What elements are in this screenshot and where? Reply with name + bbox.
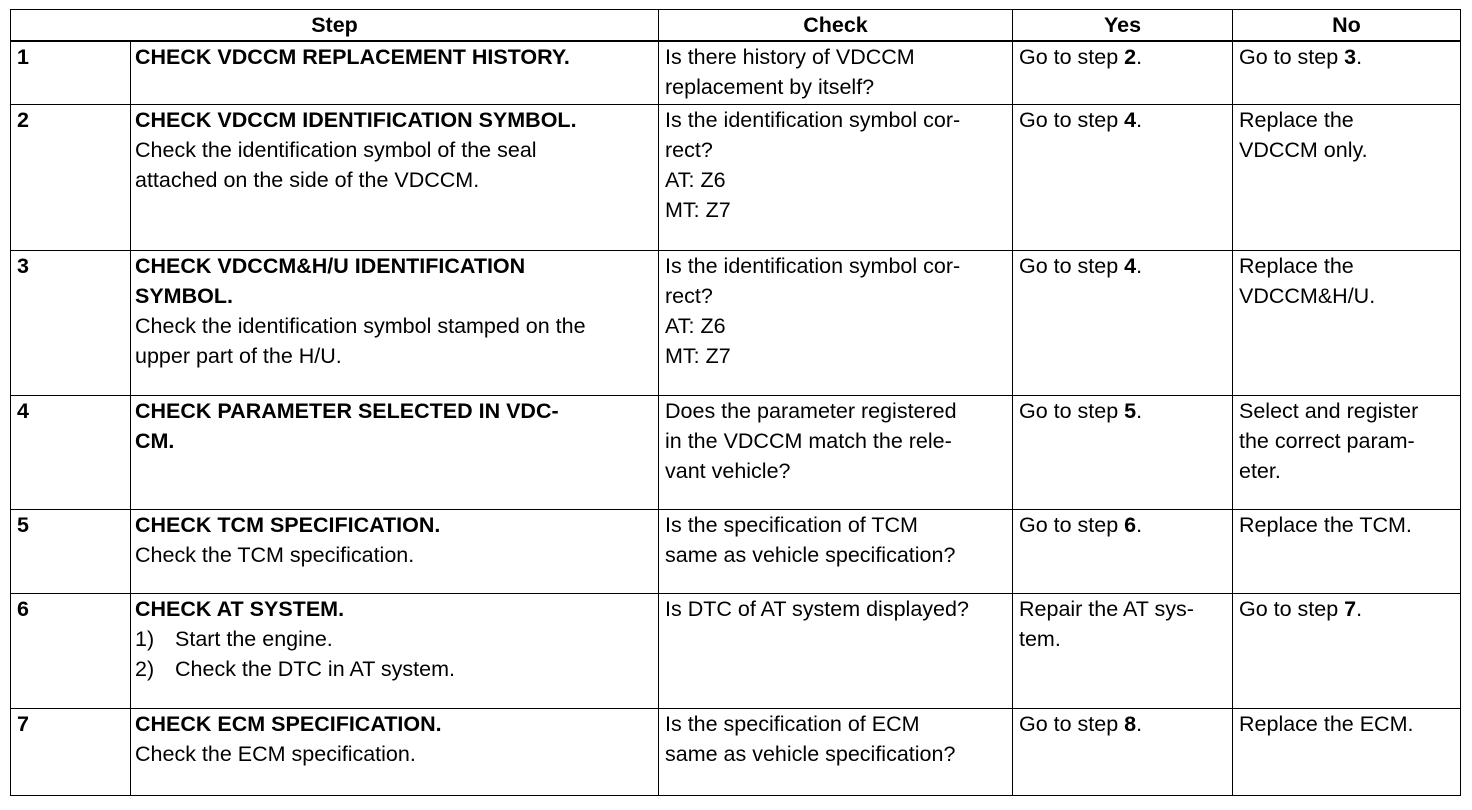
check-line: AT: Z6 bbox=[665, 313, 726, 338]
step-title: SYMBOL. bbox=[135, 283, 233, 308]
step-number: 1 bbox=[11, 41, 131, 104]
step-number: 6 bbox=[11, 593, 131, 708]
yes-cell bbox=[1013, 509, 1233, 593]
step-description bbox=[131, 593, 659, 708]
no-prefix: Go to step bbox=[1239, 596, 1345, 621]
no-cell bbox=[1233, 593, 1461, 708]
step-detail: Check the identification symbol stamped on the bbox=[135, 313, 586, 338]
step-description bbox=[131, 41, 659, 104]
check-line: vant vehicle? bbox=[665, 458, 791, 483]
no-line: VDCCM&H/U. bbox=[1239, 283, 1376, 308]
check-line: replacement by itself? bbox=[665, 75, 875, 99]
header-check: Check bbox=[659, 10, 1013, 42]
no-line: Replace the bbox=[1239, 253, 1354, 278]
no-line: Replace the bbox=[1239, 107, 1354, 132]
check-line: MT: Z7 bbox=[665, 197, 731, 222]
check-line: Is the identification symbol cor- bbox=[665, 107, 961, 132]
table-row bbox=[11, 104, 1461, 250]
no-cell bbox=[1233, 509, 1461, 593]
table-row bbox=[11, 593, 1461, 708]
step-number: 3 bbox=[11, 250, 131, 395]
no-cell bbox=[1233, 708, 1461, 795]
header-yes: Yes bbox=[1013, 10, 1233, 42]
yes-line: tem. bbox=[1019, 626, 1061, 651]
yes-cell bbox=[1013, 708, 1233, 795]
table-row bbox=[11, 250, 1461, 395]
no-line: Replace the TCM. bbox=[1239, 512, 1412, 537]
yes-step-number: 6 bbox=[1124, 512, 1137, 537]
yes-text bbox=[1019, 42, 1232, 72]
check-cell bbox=[659, 708, 1013, 795]
substep-item bbox=[135, 624, 658, 654]
step-description bbox=[131, 395, 659, 509]
substep-item bbox=[135, 654, 658, 684]
step-detail: Check the TCM specification. bbox=[135, 542, 415, 567]
substep-text: Check the DTC in AT system. bbox=[175, 656, 455, 681]
step-detail: upper part of the H/U. bbox=[135, 343, 342, 368]
yes-step-number: 4 bbox=[1124, 107, 1137, 132]
table-row bbox=[11, 395, 1461, 509]
yes-cell bbox=[1013, 250, 1233, 395]
yes-prefix: Go to step bbox=[1019, 253, 1125, 278]
no-cell bbox=[1233, 104, 1461, 250]
yes-step-number: 2 bbox=[1124, 45, 1137, 69]
substep-text: Start the engine. bbox=[175, 626, 333, 651]
check-line: rect? bbox=[665, 137, 713, 162]
step-description bbox=[131, 708, 659, 795]
check-cell bbox=[659, 104, 1013, 250]
step-detail: Check the identification symbol of the seal bbox=[135, 137, 537, 162]
check-cell bbox=[659, 395, 1013, 509]
check-line: MT: Z7 bbox=[665, 343, 731, 368]
yes-suffix: . bbox=[1136, 711, 1143, 736]
yes-prefix: Go to step bbox=[1019, 711, 1125, 736]
check-line: AT: Z6 bbox=[665, 167, 726, 192]
no-cell bbox=[1233, 250, 1461, 395]
step-title: CHECK VDCCM&H/U IDENTIFICATION bbox=[135, 253, 526, 278]
check-line: same as vehicle specification? bbox=[665, 741, 956, 766]
yes-text bbox=[1019, 709, 1232, 739]
step-title: CM. bbox=[135, 428, 175, 453]
no-prefix: Go to step bbox=[1239, 45, 1345, 69]
yes-cell bbox=[1013, 593, 1233, 708]
step-title: CHECK VDCCM IDENTIFICATION SYMBOL. bbox=[135, 107, 577, 132]
no-line: the correct param- bbox=[1239, 428, 1415, 453]
diagnostic-procedure-table bbox=[10, 9, 1461, 796]
table-body bbox=[11, 41, 1461, 795]
substep-number: 1) bbox=[135, 626, 155, 651]
check-line: Is the specification of ECM bbox=[665, 711, 920, 736]
yes-suffix: . bbox=[1136, 45, 1143, 69]
step-title: CHECK ECM SPECIFICATION. bbox=[135, 711, 442, 736]
check-line: in the VDCCM match the rele- bbox=[665, 428, 952, 453]
no-line: Replace the ECM. bbox=[1239, 711, 1414, 736]
check-line: Is DTC of AT system displayed? bbox=[665, 596, 969, 621]
substep-list bbox=[135, 624, 658, 684]
no-text bbox=[1239, 42, 1460, 72]
no-suffix: . bbox=[1356, 45, 1363, 69]
yes-step-number: 5 bbox=[1124, 398, 1137, 423]
yes-text bbox=[1019, 510, 1232, 540]
step-number: 5 bbox=[11, 509, 131, 593]
step-number: 2 bbox=[11, 104, 131, 250]
step-title: CHECK AT SYSTEM. bbox=[135, 596, 345, 621]
yes-cell bbox=[1013, 41, 1233, 104]
yes-prefix: Go to step bbox=[1019, 512, 1125, 537]
no-text bbox=[1239, 594, 1460, 624]
yes-suffix: . bbox=[1136, 512, 1143, 537]
yes-suffix: . bbox=[1136, 398, 1143, 423]
table-header-row bbox=[11, 10, 1461, 42]
step-description bbox=[131, 250, 659, 395]
step-description bbox=[131, 509, 659, 593]
check-line: Does the parameter registered bbox=[665, 398, 957, 423]
check-cell bbox=[659, 509, 1013, 593]
header-no: No bbox=[1233, 10, 1461, 42]
yes-step-number: 4 bbox=[1124, 253, 1137, 278]
step-number: 7 bbox=[11, 708, 131, 795]
no-line: VDCCM only. bbox=[1239, 137, 1368, 162]
yes-text bbox=[1019, 251, 1232, 281]
check-cell bbox=[659, 41, 1013, 104]
check-line: Is the specification of TCM bbox=[665, 512, 918, 537]
check-line: Is there history of VDCCM bbox=[665, 45, 915, 69]
header-step: Step bbox=[11, 10, 659, 42]
yes-prefix: Go to step bbox=[1019, 398, 1125, 423]
step-number: 4 bbox=[11, 395, 131, 509]
check-line: Is the identification symbol cor- bbox=[665, 253, 961, 278]
step-detail: Check the ECM specification. bbox=[135, 741, 416, 766]
step-description bbox=[131, 104, 659, 250]
yes-text bbox=[1019, 396, 1232, 426]
yes-prefix: Go to step bbox=[1019, 45, 1125, 69]
yes-cell bbox=[1013, 104, 1233, 250]
yes-suffix: . bbox=[1136, 253, 1143, 278]
yes-prefix: Go to step bbox=[1019, 107, 1125, 132]
table-row bbox=[11, 41, 1461, 104]
yes-cell bbox=[1013, 395, 1233, 509]
yes-text bbox=[1019, 105, 1232, 135]
step-title: CHECK VDCCM REPLACEMENT HISTORY. bbox=[135, 45, 570, 69]
no-suffix: . bbox=[1356, 596, 1363, 621]
step-title: CHECK PARAMETER SELECTED IN VDC- bbox=[135, 398, 559, 423]
no-line: Select and register bbox=[1239, 398, 1419, 423]
check-cell bbox=[659, 593, 1013, 708]
no-step-number: 3 bbox=[1344, 45, 1357, 69]
yes-suffix: . bbox=[1136, 107, 1143, 132]
table-row bbox=[11, 708, 1461, 795]
no-step-number: 7 bbox=[1344, 596, 1357, 621]
check-line: rect? bbox=[665, 283, 713, 308]
check-line: same as vehicle specification? bbox=[665, 542, 956, 567]
step-title: CHECK TCM SPECIFICATION. bbox=[135, 512, 441, 537]
table-row bbox=[11, 509, 1461, 593]
step-detail: attached on the side of the VDCCM. bbox=[135, 167, 480, 192]
check-cell bbox=[659, 250, 1013, 395]
yes-step-number: 8 bbox=[1124, 711, 1137, 736]
substep-number: 2) bbox=[135, 656, 155, 681]
yes-line: Repair the AT sys- bbox=[1019, 596, 1194, 621]
no-cell bbox=[1233, 395, 1461, 509]
no-cell bbox=[1233, 41, 1461, 104]
no-line: eter. bbox=[1239, 458, 1281, 483]
